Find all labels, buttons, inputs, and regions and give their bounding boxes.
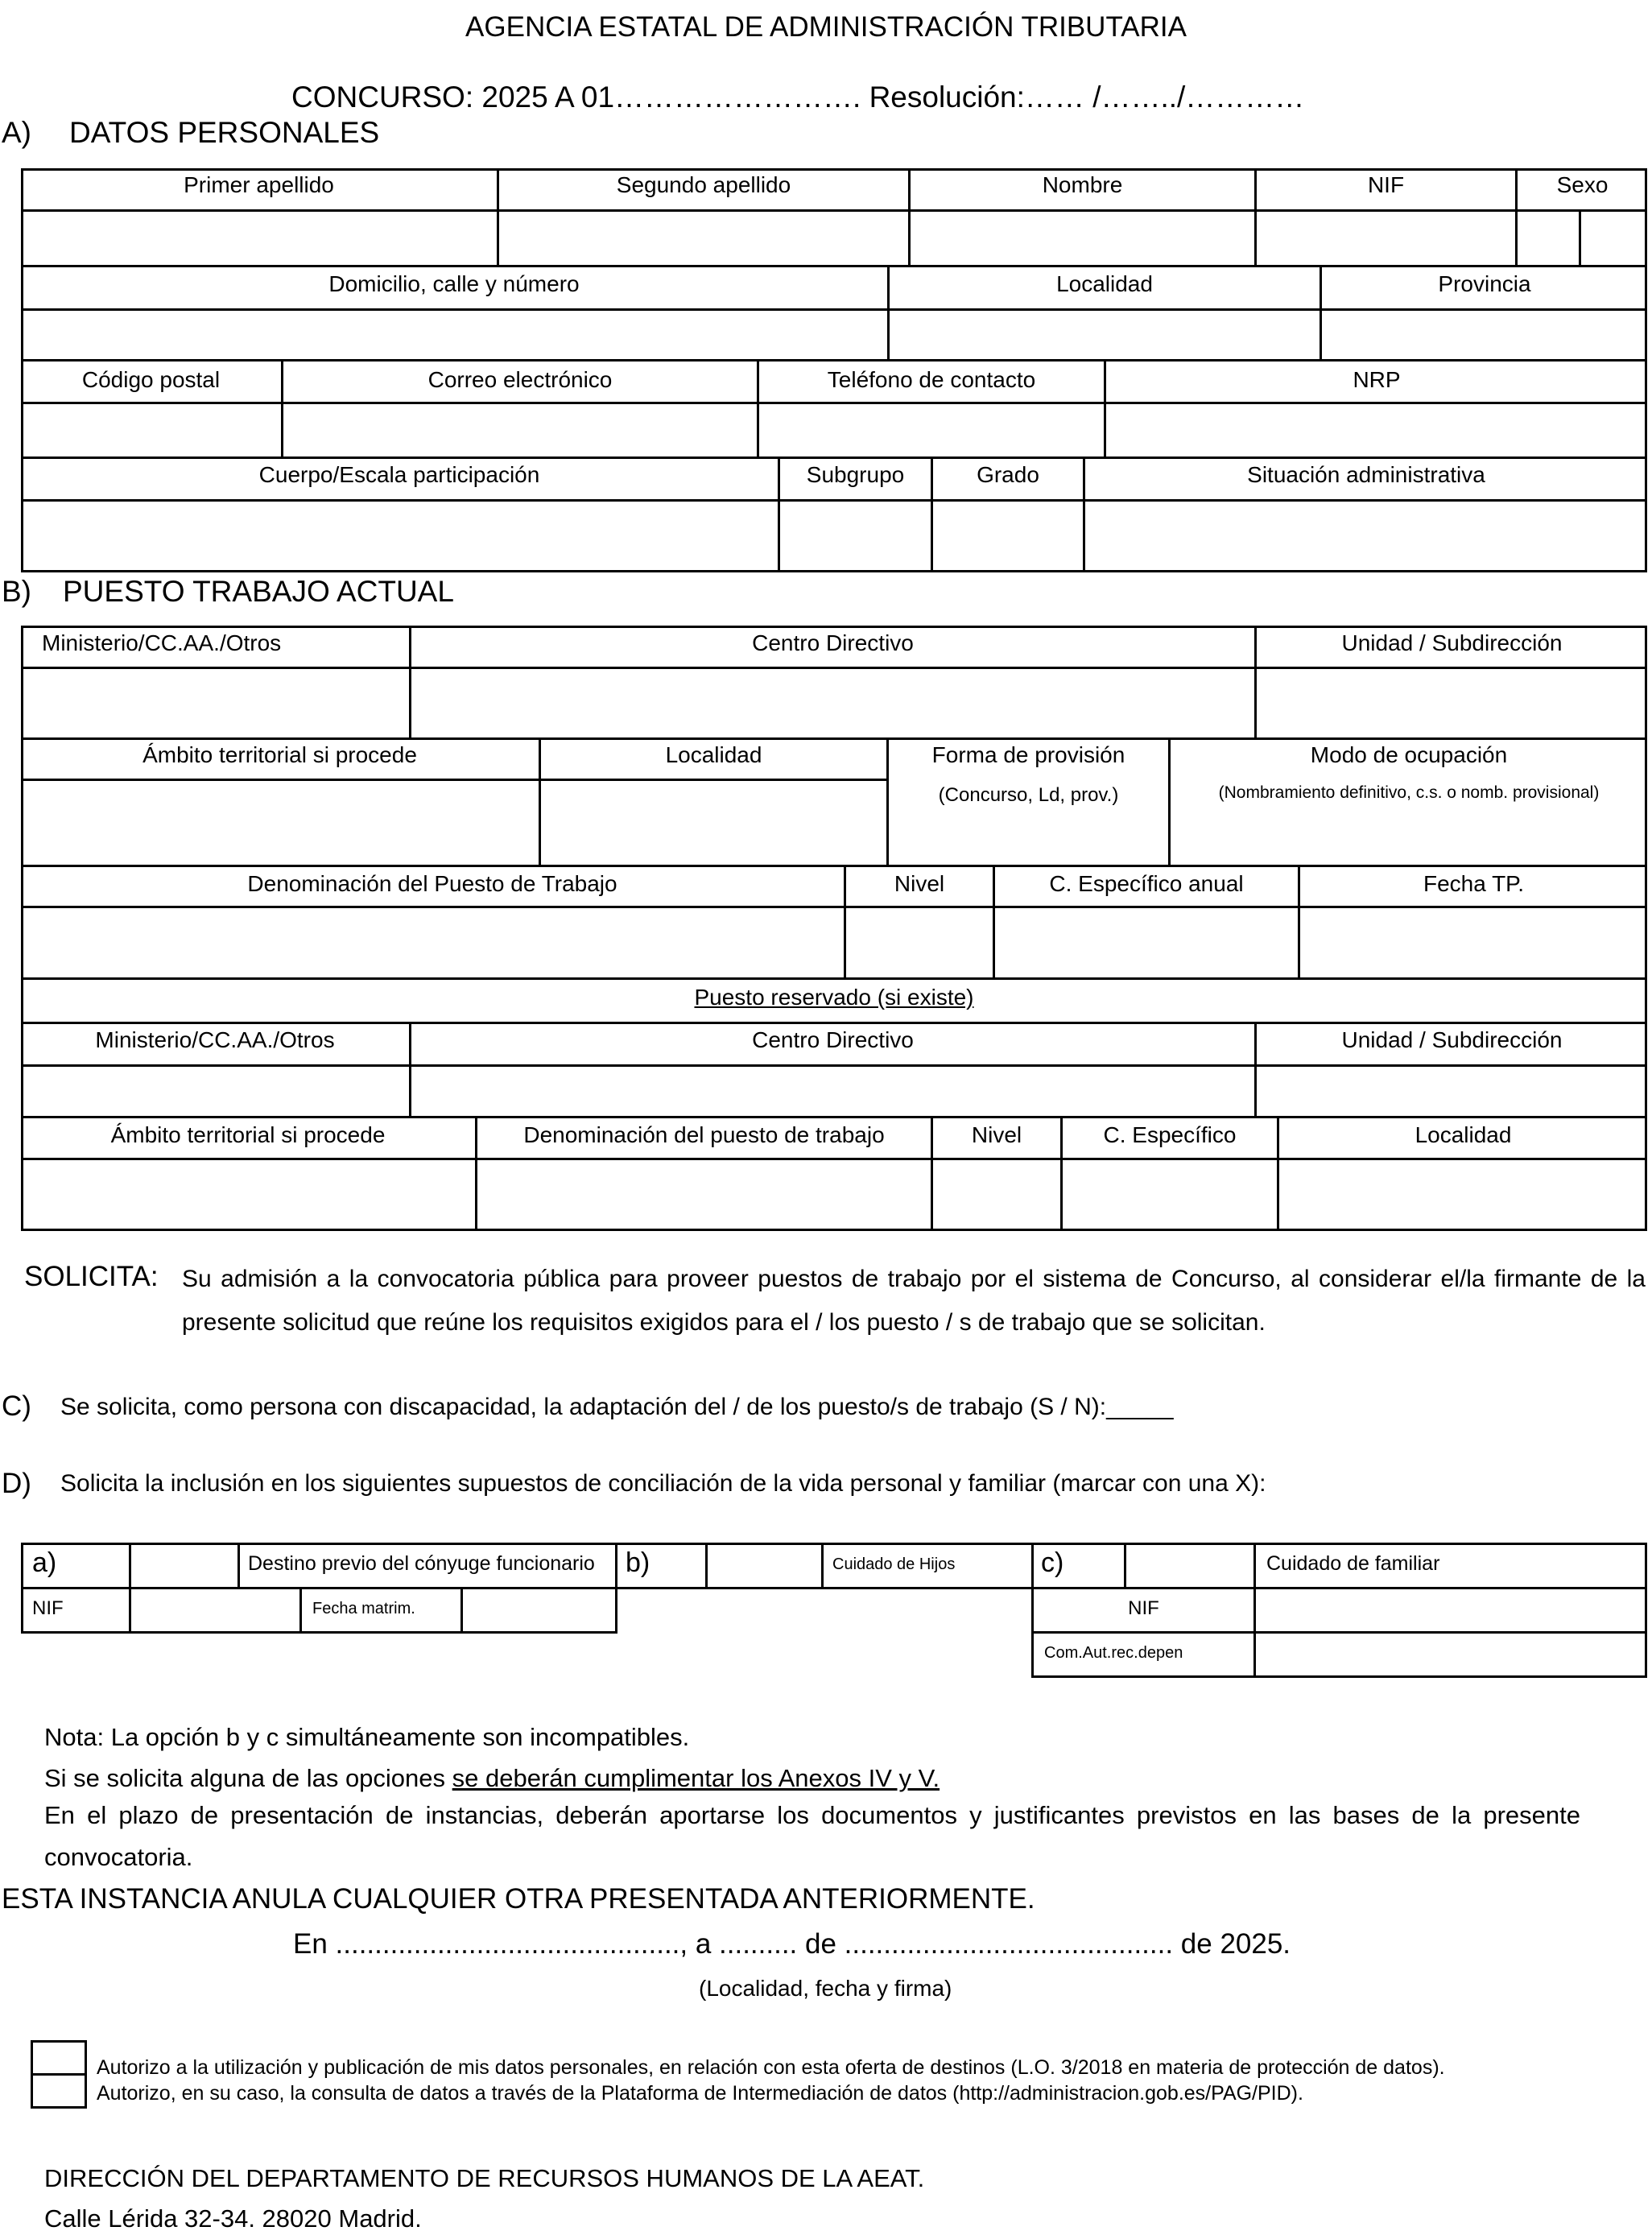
nivel-reservado-field[interactable] (933, 1160, 1060, 1229)
localidad-b-field[interactable] (541, 781, 886, 865)
c-especifico-reservado-field[interactable] (1063, 1160, 1277, 1229)
c-especifico-anual-field[interactable] (995, 908, 1298, 977)
nota-incompatibles: Nota: La opción b y c simultáneamente son incompatibles. (44, 1723, 690, 1751)
label-com-aut: Com.Aut.rec.depen (1044, 1644, 1183, 1662)
nif-a-field[interactable] (131, 1589, 299, 1631)
nif-c-field[interactable] (1256, 1589, 1645, 1631)
consent-checkbox-2[interactable] (31, 2073, 87, 2109)
agency-title: AGENCIA ESTATAL DE ADMINISTRACIÓN TRIBUTARIA (465, 11, 1187, 43)
primer-apellido-field[interactable] (23, 212, 497, 265)
fecha-tp-field[interactable] (1300, 908, 1645, 977)
centro-directivo-reservado-field[interactable] (411, 1067, 1254, 1116)
label-subgrupo: Subgrupo (806, 462, 905, 487)
label-telefono: Teléfono de contacto (827, 367, 1036, 392)
section-a-letter: A) (2, 116, 31, 149)
label-nif-a: NIF (32, 1597, 64, 1619)
ministerio-field[interactable] (23, 669, 409, 737)
label-forma-provision: Forma de provisión (931, 742, 1125, 767)
label-nombre: Nombre (1042, 172, 1123, 197)
telefono-field[interactable] (759, 404, 1104, 457)
section-c-letter: C) (2, 1390, 31, 1422)
label-nivel: Nivel (894, 871, 945, 896)
label-localidad-b: Localidad (665, 742, 762, 767)
label-grado: Grado (977, 462, 1039, 487)
option-c-letter: c) (1041, 1547, 1064, 1578)
firma-hint: (Localidad, fecha y firma) (699, 1976, 952, 2001)
section-d-text: Solicita la inclusión en los siguientes supuestos de conciliación de la vida personal y familiar (marcar con una X): (60, 1470, 1266, 1497)
label-sexo: Sexo (1556, 172, 1609, 197)
label-fecha-tp: Fecha TP. (1423, 871, 1525, 896)
sexo-field-1[interactable] (1518, 212, 1579, 265)
section-d-letter: D) (2, 1468, 31, 1499)
consent-text-1: Autorizo a la utilización y publicación de mis datos personales, en relación con esta oferta de destinos (L.O. 3/2018 en materia de protección de datos). (97, 2056, 1445, 2079)
forma-provision-field[interactable] (889, 812, 1168, 865)
label-situacion: Situación administrativa (1247, 462, 1485, 487)
label-modo-ocupacion: Modo de ocupación (1310, 742, 1508, 767)
section-c-text: Se solicita, como persona con discapacidad, la adaptación del / de los puesto/s de trabajo (S / N):_____ (60, 1394, 1174, 1420)
situacion-field[interactable] (1085, 502, 1645, 570)
nota-anexos-underlined: se deberán cumplimentar los Anexos IV y V. (452, 1764, 940, 1792)
label-nivel-reservado: Nivel (971, 1122, 1022, 1147)
hint-modo-ocupacion: (Nombramiento definitivo, c.s. o nomb. provisional) (1218, 783, 1600, 802)
label-cuerpo-escala: Cuerpo/Escala participación (258, 462, 540, 487)
cuerpo-escala-field[interactable] (23, 502, 778, 570)
ambito-reservado-field[interactable] (23, 1160, 475, 1229)
localidad-reservado-field[interactable] (1279, 1160, 1645, 1229)
label-primer-apellido: Primer apellido (184, 172, 334, 197)
label-domicilio: Domicilio, calle y número (328, 271, 580, 296)
label-codigo-postal: Código postal (81, 367, 221, 392)
label-localidad: Localidad (1056, 271, 1153, 296)
ministerio-reservado-field[interactable] (23, 1067, 409, 1116)
denominacion-field[interactable] (23, 908, 844, 977)
ambito-field[interactable] (23, 740, 539, 865)
label-nif: NIF (1367, 172, 1405, 197)
codigo-postal-field[interactable] (23, 404, 281, 457)
fecha-matrim-field[interactable] (463, 1589, 615, 1631)
label-c-especifico-anual: C. Específico anual (1049, 871, 1244, 896)
option-a-letter: a) (32, 1547, 57, 1578)
denominacion-reservado-field[interactable] (477, 1160, 931, 1229)
section-a-title: DATOS PERSONALES (69, 116, 380, 149)
hint-forma-provision: (Concurso, Ld, prov.) (938, 784, 1119, 806)
correo-field[interactable] (283, 404, 757, 457)
provincia-field[interactable] (1322, 311, 1645, 359)
sexo-field-2[interactable] (1581, 212, 1645, 265)
nivel-field[interactable] (846, 908, 993, 977)
option-b-letter: b) (626, 1547, 650, 1578)
localidad-field[interactable] (890, 311, 1320, 359)
solicita-label: SOLICITA: (24, 1261, 159, 1292)
label-ambito-reservado: Ámbito territorial si procede (110, 1122, 386, 1147)
unidad-field[interactable] (1257, 669, 1645, 737)
centro-directivo-field[interactable] (411, 669, 1254, 737)
label-segundo-apellido: Segundo apellido (616, 172, 791, 197)
subgrupo-field[interactable] (780, 502, 931, 570)
com-aut-field[interactable] (1256, 1634, 1645, 1675)
concurso-line: CONCURSO: 2025 A 01……………………. Resolución:…… /……../………… (291, 81, 1305, 114)
label-ministerio: Ministerio/CC.AA./Otros (42, 630, 282, 655)
label-fecha-matrim: Fecha matrim. (312, 1600, 415, 1617)
consent-text-2: Autorizo, en su caso, la consulta de datos a través de la Plataforma de Intermediación de datos (http://administracion.gob.es/PAG/PID). (97, 2082, 1303, 2105)
nota-plazo: En el plazo de presentación de instancias, deberán aportarse los documentos y justificantes previstos en las bases de la presente convocatoria. (44, 1801, 1580, 1871)
label-centro-directivo: Centro Directivo (752, 630, 914, 655)
option-a-checkbox[interactable] (131, 1545, 237, 1587)
option-c-checkbox[interactable] (1126, 1545, 1253, 1587)
nrp-field[interactable] (1106, 404, 1645, 457)
label-centro-directivo-reservado: Centro Directivo (752, 1027, 914, 1052)
footer-direccion: DIRECCIÓN DEL DEPARTAMENTO DE RECURSOS HUMANOS DE LA AEAT. (44, 2164, 925, 2192)
label-nrp: NRP (1353, 367, 1401, 392)
lugar-fecha-line[interactable]: En ............................................, a .......... de .......................................... de 2025. (293, 1928, 1291, 1960)
solicita-text: Su admisión a la convocatoria pública para proveer puestos de trabajo por el sistema de Concurso, al considerar el/la firmante de la presente solicitud que reúne los requisitos exigidos para el / los puesto / s de trabajo que se solicitan. (182, 1266, 1646, 1336)
modo-ocupacion-field[interactable] (1171, 812, 1645, 865)
option-b-label: Cuidado de Hijos (832, 1555, 956, 1573)
unidad-reservado-field[interactable] (1257, 1067, 1645, 1116)
label-correo: Correo electrónico (427, 367, 613, 392)
segundo-apellido-field[interactable] (499, 212, 908, 265)
nota-anexos (44, 1764, 940, 1793)
footer-address: Calle Lérida 32-34. 28020 Madrid. (44, 2204, 422, 2233)
label-provincia: Provincia (1438, 271, 1531, 296)
label-ambito: Ámbito territorial si procede (142, 742, 417, 767)
option-a-label: Destino previo del cónyuge funcionario (248, 1552, 595, 1575)
option-c-label: Cuidado de familiar (1266, 1552, 1440, 1575)
label-c-especifico-reservado: C. Específico (1103, 1122, 1237, 1147)
conciliacion-table-b (615, 1543, 1034, 1589)
domicilio-field[interactable] (23, 311, 887, 359)
label-denominacion: Denominación del Puesto de Trabajo (247, 871, 617, 896)
nota-anexos-prefix: Si se solicita alguna de las opciones (44, 1764, 452, 1792)
label-localidad-reservado: Localidad (1415, 1122, 1512, 1147)
nombre-field[interactable] (911, 212, 1254, 265)
consent-checkbox-1[interactable] (31, 2040, 87, 2076)
label-unidad: Unidad / Subdirección (1341, 630, 1563, 655)
option-b-checkbox[interactable] (708, 1545, 821, 1587)
label-nif-c: NIF (1128, 1597, 1159, 1619)
label-ministerio-reservado: Ministerio/CC.AA./Otros (95, 1027, 335, 1052)
puesto-reservado-title: Puesto reservado (si existe) (694, 985, 974, 1010)
section-b-title: PUESTO TRABAJO ACTUAL (63, 575, 454, 608)
label-denominacion-reservado: Denominación del puesto de trabajo (523, 1122, 885, 1147)
label-unidad-reservado: Unidad / Subdirección (1341, 1027, 1563, 1052)
grado-field[interactable] (933, 502, 1083, 570)
section-b-letter: B) (2, 575, 31, 608)
nif-field[interactable] (1257, 212, 1515, 265)
anula-notice: ESTA INSTANCIA ANULA CUALQUIER OTRA PRESENTADA ANTERIORMENTE. (2, 1883, 1035, 1915)
